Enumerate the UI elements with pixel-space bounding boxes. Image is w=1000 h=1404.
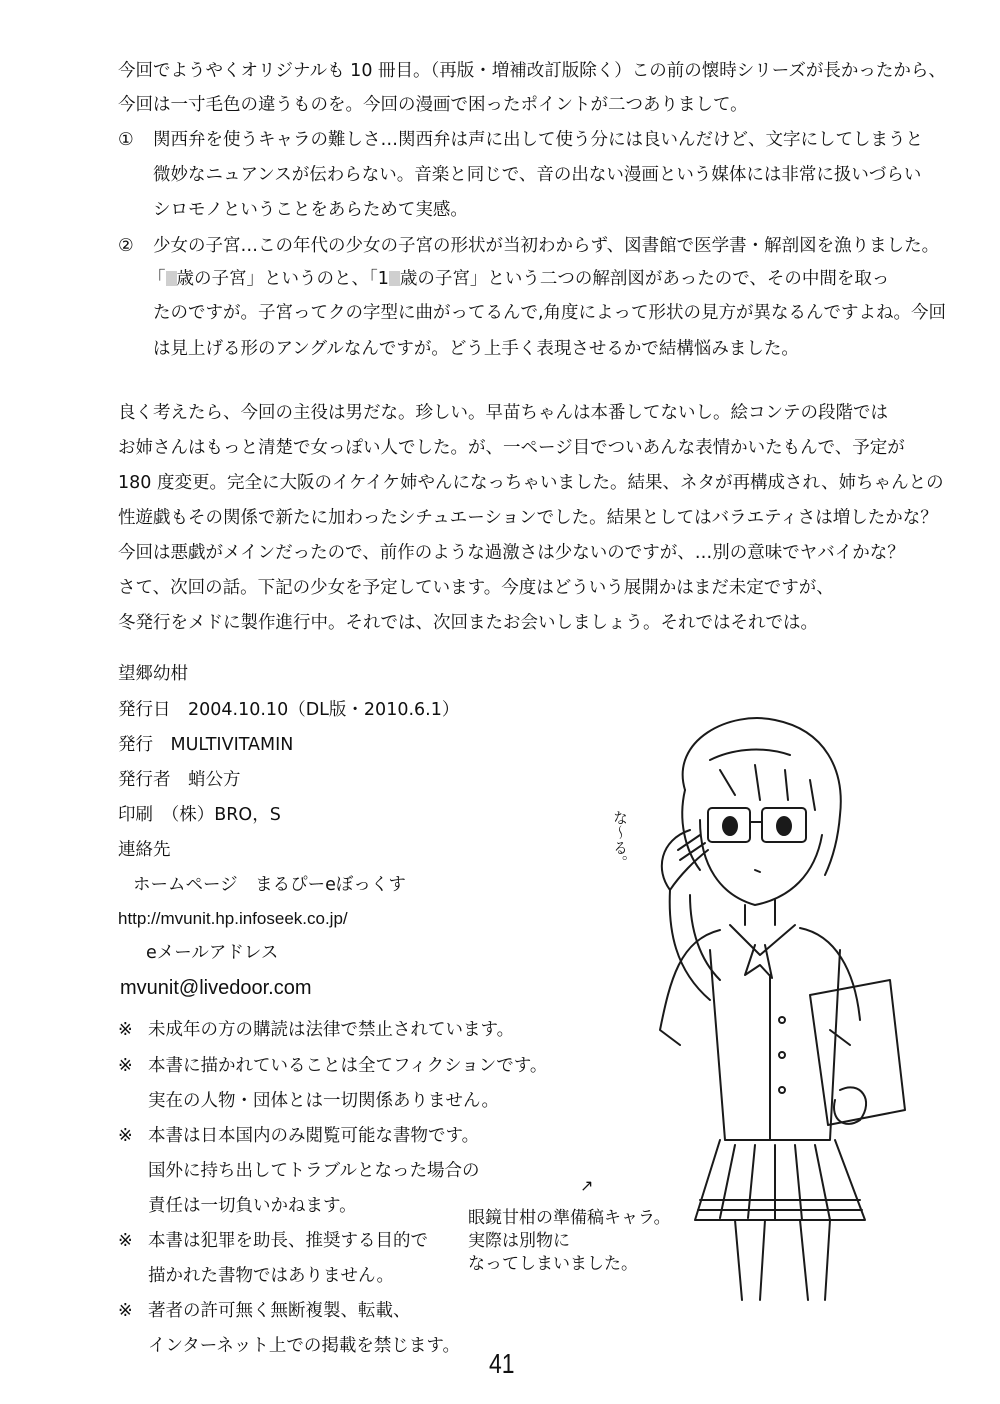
point2-line-2-c: 歳の子宮」という二つの解剖図があったので、その中間を取っ	[399, 269, 890, 289]
notice-3-line-2: 国外に持ち出してトラブルとなった場合の	[148, 1161, 480, 1181]
paragraph2-line-4: 性遊戯もその関係で新たに加わったシチュエーションでした。結果としてはバラエティさは増したかな？	[118, 508, 938, 528]
paragraph2-line-7: 冬発行をメドに製作進行中。それでは、次回またお会いしましょう。それではそれでは。	[118, 613, 818, 633]
author: 発行者 蛸公方	[118, 770, 241, 790]
paragraph2-line-5: 今回は悪戯がメインだったので、前作のような過激さは少ないのですが、…別の意味でヤバイかな？	[118, 543, 905, 563]
censor-block	[166, 271, 177, 286]
page-number: 41	[489, 1348, 515, 1379]
notice-2-line-1: 本書に描かれていることは全てフィクションです。	[148, 1056, 548, 1076]
censor-block	[389, 271, 400, 286]
paragraph2-line-3: 180 度変更。完全に大阪のイケイケ姉やんになっちゃいました。結果、ネタが再構成され、姉ちゃんとの	[118, 473, 944, 493]
notice-mark: ※	[118, 1056, 133, 1076]
email-label: eメールアドレス	[146, 943, 279, 963]
arrow-icon: ↗	[580, 1176, 594, 1195]
paragraph2-line-1: 良く考えたら、今回の主役は男だな。珍しい。早苗ちゃんは本番してないし。絵コンテの段階では	[118, 403, 888, 423]
notice-mark: ※	[118, 1126, 133, 1146]
speech-text: な〜る。	[611, 810, 629, 870]
issue-date: 発行日 2004.10.10（DL版・2010.6.1）	[118, 700, 460, 720]
intro-line-2: 今回は一寸毛色の違うものを。今回の漫画で困ったポイントが二つありまして。	[118, 95, 748, 115]
notice-5-line-2: インターネット上での掲載を禁じます。	[148, 1336, 461, 1356]
point2-line-2-a: 「	[148, 269, 166, 289]
notice-1-line-1: 未成年の方の購読は法律で禁止されています。	[148, 1020, 515, 1040]
point1-line-3: シロモノということをあらためて実感。	[153, 200, 468, 220]
homepage-label: ホームページ まるぴーeぼっくす	[133, 875, 406, 895]
paragraph2-line-6: さて、次回の話。下記の少女を予定しています。今度はどういう展開かはまだ未定ですが、	[118, 578, 834, 598]
notice-3-line-3: 責任は一切負いかねます。	[148, 1196, 357, 1216]
printer: 印刷 （株）BRO，S	[118, 805, 281, 825]
point1-marker: ①	[118, 130, 134, 150]
point2-line-3: たのですが。子宮ってクの字型に曲がってるんで,角度によって形状の見方が異なるんですよね。今回	[153, 303, 947, 323]
caption-line-1: 眼鏡甘柑の準備稿キャラ。	[468, 1208, 671, 1228]
point2-line-4: は見上げる形のアングルなんですが。どう上手く表現させるかで結構悩みました。	[153, 339, 799, 359]
intro-line-1: 今回でようやくオリジナルも 10 冊目。（再版・増補改訂版除く）この前の懐時シリーズが長かったから、	[118, 61, 946, 81]
paragraph2-line-2: お姉さんはもっと清楚で女っぽい人でした。が、一ページ目でついあんな表情かいたもんで、予定が	[118, 438, 905, 458]
notice-5-line-1: 著者の許可無く無断複製、転載、	[148, 1301, 411, 1321]
publisher: 発行 MULTIVITAMIN	[118, 735, 294, 755]
point2-line-2	[148, 271, 889, 289]
notice-3-line-1: 本書は日本国内のみ閲覧可能な書物です。	[148, 1126, 480, 1146]
contact-label: 連絡先	[118, 840, 171, 860]
caption-line-2: 実際は別物に	[468, 1231, 570, 1251]
notice-mark: ※	[118, 1231, 133, 1251]
notice-mark: ※	[118, 1020, 133, 1040]
point2-line-2-b: 歳の子宮」というのと、「1	[176, 269, 389, 289]
point2-marker: ②	[118, 236, 134, 256]
notice-4-line-2: 描かれた書物ではありません。	[148, 1266, 395, 1286]
notice-4-line-1: 本書は犯罪を助長、推奨する目的で	[148, 1231, 428, 1251]
notice-2-line-2: 実在の人物・団体とは一切関係ありません。	[148, 1091, 500, 1111]
book-title: 望郷幼柑	[118, 664, 188, 684]
point1-line-1: 関西弁を使うキャラの難しさ…関西弁は声に出して使う分には良いんだけど、文字にしてしまうと	[153, 130, 923, 150]
email-address[interactable]: mvunit@livedoor.com	[120, 977, 312, 999]
caption-line-3: なってしまいました。	[468, 1254, 638, 1274]
point1-line-2: 微妙なニュアンスが伝わらない。音楽と同じで、音の出ない漫画という媒体には非常に扱いづらい	[153, 165, 922, 185]
notice-mark: ※	[118, 1301, 133, 1321]
homepage-url[interactable]: http://mvunit.hp.infoseek.co.jp/	[118, 909, 348, 928]
point2-line-1: 少女の子宮…この年代の少女の子宮の形状が当初わからず、図書館で医学書・解剖図を漁りました。	[153, 236, 940, 256]
